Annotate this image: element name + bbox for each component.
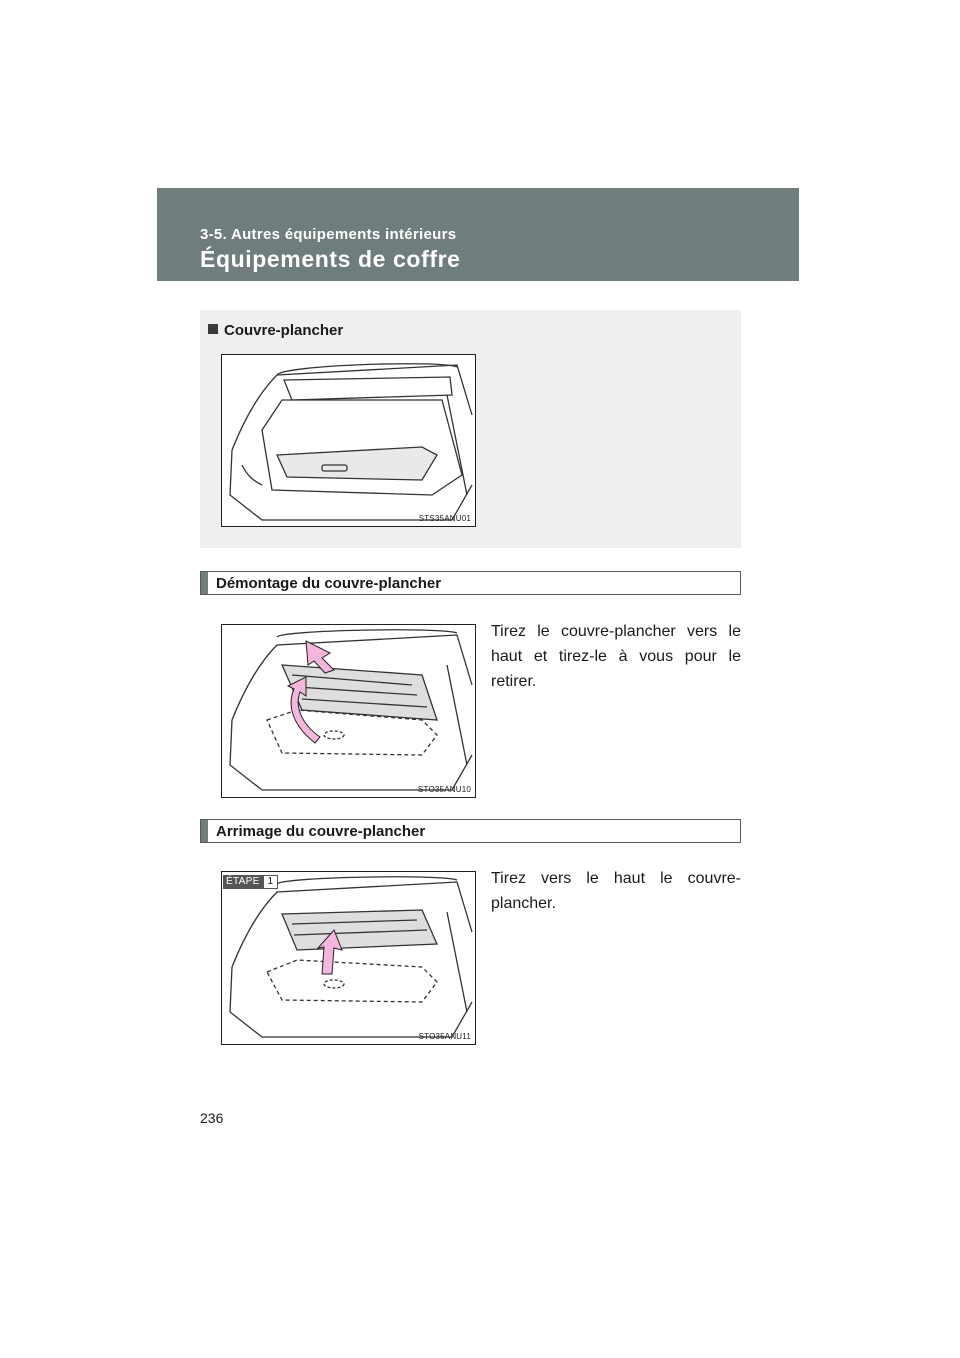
info-box-title (208, 322, 343, 339)
figure-code: STS35ANU01 (418, 514, 471, 523)
square-bullet-icon (208, 324, 218, 334)
page-number: 236 (200, 1110, 224, 1126)
figure-removal (221, 624, 476, 798)
section-heading-text: Démontage du couvre-plancher (216, 575, 442, 592)
step-badge (223, 875, 278, 889)
removal-instructions: Tirez le couvre-plancher vers le haut et tirez-le à vous pour le retirer. (491, 623, 741, 690)
figure-storage-step-1 (221, 871, 476, 1045)
storage-instructions: Tirez vers le haut le couvre-plancher. (491, 870, 741, 912)
figure-code: STO35ANU11 (418, 1032, 471, 1041)
info-box-title-text: Couvre-plancher (224, 322, 344, 339)
heading-accent (201, 572, 208, 594)
section-heading-removal (200, 571, 741, 595)
step-label: ÉTAPE (223, 875, 263, 889)
section-label: 3-5. Autres équipements intérieurs (200, 226, 457, 243)
step-number: 1 (263, 875, 279, 889)
section-heading-text: Arrimage du couvre-plancher (216, 823, 426, 840)
page-title: Équipements de coffre (200, 246, 461, 272)
figure-trunk-floor-cover (221, 354, 476, 527)
figure-code: STO35ANU10 (418, 785, 471, 794)
heading-accent (201, 820, 208, 842)
section-heading-storage (200, 819, 741, 843)
